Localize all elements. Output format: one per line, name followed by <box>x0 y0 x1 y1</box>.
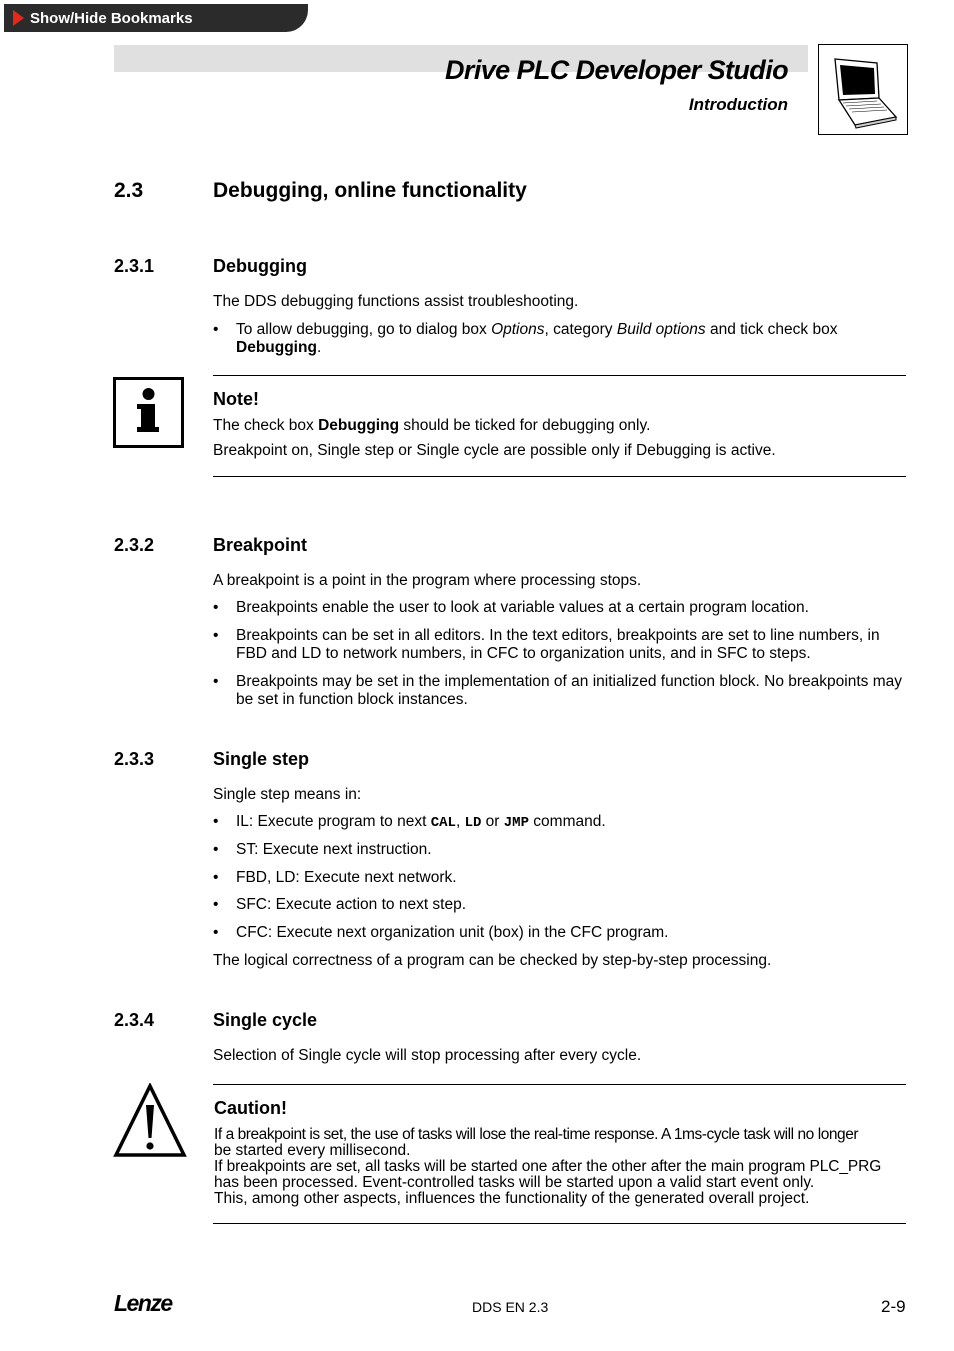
list-item: To allow debugging, go to dialog box Options, category Build options and tick check box Debugging. <box>236 321 838 356</box>
bullet-marker: • <box>213 896 219 913</box>
caution-text: has been processed. Event-controlled tasks will be started upon a valid start event only. <box>214 1174 815 1191</box>
caution-text: be started every millisecond. <box>214 1142 411 1159</box>
subsection-number: 2.3.2 <box>114 535 155 555</box>
bullet-marker: • <box>213 321 219 338</box>
subsection-number: 2.3.1 <box>114 256 155 276</box>
divider <box>213 1223 906 1224</box>
list-item: Breakpoints enable the user to look at variable values at a certain program location. <box>236 599 809 616</box>
note-text: The check box Debugging should be ticked for debugging only. <box>213 417 651 434</box>
subsection-number: 2.3.4 <box>114 1010 155 1030</box>
subsection-number: 2.3.3 <box>114 749 155 769</box>
bullet-marker: • <box>213 599 219 616</box>
page-number: 2-9 <box>881 1297 906 1316</box>
warning-icon <box>113 1083 187 1159</box>
bullet-marker: • <box>213 627 219 644</box>
caution-title: Caution! <box>214 1098 287 1118</box>
show-hide-bookmarks-button[interactable] <box>4 4 308 32</box>
document-code: DDS EN 2.3 <box>472 1299 549 1315</box>
list-item: IL: Execute program to next CAL, LD or JMP command. <box>236 813 606 831</box>
subsection-title: Debugging <box>213 256 307 276</box>
paragraph: The DDS debugging functions assist troubleshooting. <box>213 293 579 310</box>
bullet-marker: • <box>213 841 219 858</box>
section-title: Debugging, online functionality <box>213 179 527 202</box>
caution-text: If a breakpoint is set, the use of tasks will lose the real-time response. A 1ms-cycle task will no longer <box>214 1126 859 1143</box>
bullet-marker: • <box>213 673 219 690</box>
subsection-title: Single cycle <box>213 1010 318 1030</box>
list-item: Breakpoints may be set in the implementation of an initialized function block. No breakpoints may be set in function block instances. <box>236 673 902 708</box>
list-item: ST: Execute next instruction. <box>236 841 432 858</box>
chapter-title: Introduction <box>688 95 788 114</box>
bullet-marker: • <box>213 813 219 830</box>
lenze-logo: Lenze <box>114 1290 172 1316</box>
paragraph: Single step means in: <box>213 786 362 803</box>
list-item: Breakpoints can be set in all editors. In the text editors, breakpoints are set to line numbers, in FBD and LD to network numbers, in CFC to organization units, and in SFC to steps. <box>236 627 880 662</box>
bullet-marker: • <box>213 869 219 886</box>
subsection-title: Single step <box>213 749 310 769</box>
paragraph: Selection of Single cycle will stop processing after every cycle. <box>213 1047 642 1064</box>
list-item: CFC: Execute next organization unit (box) in the CFC program. <box>236 924 669 941</box>
divider <box>213 375 906 376</box>
section-number: 2.3 <box>114 179 144 202</box>
divider <box>213 476 906 477</box>
info-icon <box>113 377 184 448</box>
subsection-title: Breakpoint <box>213 535 308 555</box>
caution-text: If breakpoints are set, all tasks will be started one after the other after the main program PLC_PRG <box>214 1158 882 1175</box>
document-title: Drive PLC Developer Studio <box>445 55 788 85</box>
bullet-marker: • <box>213 924 219 941</box>
paragraph: The logical correctness of a program can be checked by step-by-step processing. <box>213 952 772 969</box>
bookmark-label: Show/Hide Bookmarks <box>30 9 193 27</box>
list-item: FBD, LD: Execute next network. <box>236 869 457 886</box>
caution-text: This, among other aspects, influences the functionality of the generated overall project. <box>214 1190 810 1207</box>
divider <box>213 1084 906 1085</box>
paragraph: A breakpoint is a point in the program where processing stops. <box>213 572 642 589</box>
note-title: Note! <box>213 389 259 409</box>
note-text: Breakpoint on, Single step or Single cycle are possible only if Debugging is active. <box>213 442 776 459</box>
bookmark-arrow-icon <box>13 10 24 26</box>
list-item: SFC: Execute action to next step. <box>236 896 467 913</box>
laptop-icon <box>818 44 908 135</box>
